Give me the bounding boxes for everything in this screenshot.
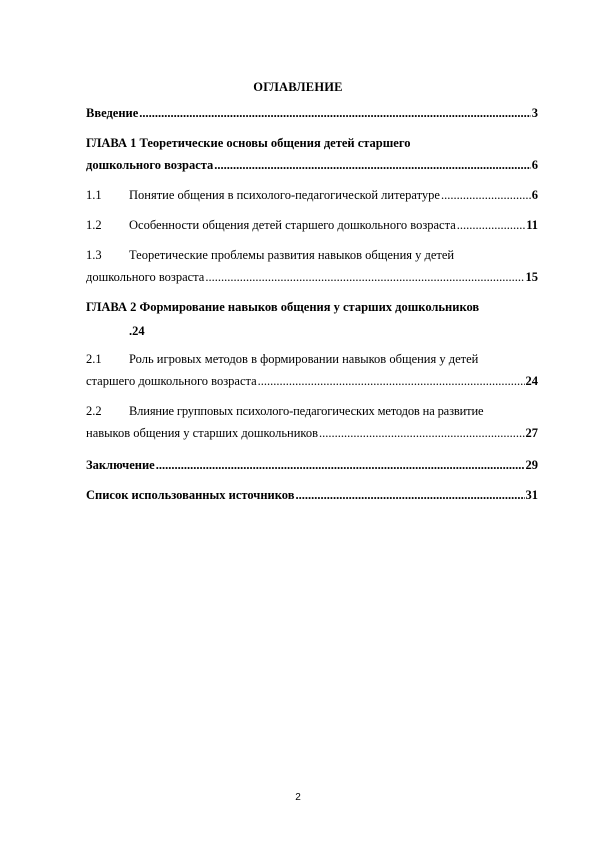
- toc-entry-title: ГЛАВА 1 Теоретические основы общения детей старшего: [86, 136, 411, 150]
- toc-entry-intro[interactable]: [86, 103, 538, 123]
- section-number: 2.2: [86, 404, 102, 418]
- section-number: 1.3: [86, 248, 102, 262]
- toc-entry-1-2[interactable]: [86, 215, 538, 235]
- toc-entry-chapter-2-line-1[interactable]: [86, 297, 538, 317]
- toc-entry-2-2-line-2[interactable]: [86, 423, 538, 443]
- toc-page-number: 29: [525, 458, 538, 472]
- section-number: 1.1: [86, 188, 102, 202]
- toc-entry-title: Особенности общения детей старшего дошкольного возраста: [129, 218, 456, 232]
- toc-entry-title: Роль игровых методов в формировании навыков общения у детей: [129, 352, 479, 366]
- toc-page-number: 11: [526, 218, 538, 232]
- toc-entry-title: Теоретические проблемы развития навыков общения у детей: [129, 248, 455, 262]
- toc-page-number: 27: [525, 426, 538, 440]
- table-of-contents: [86, 103, 538, 503]
- dot-leader: [214, 155, 530, 175]
- page-title: ОГЛАВЛЕНИЕ: [253, 80, 343, 94]
- toc-entry-title: Влияние групповых психолого-педагогических методов на развитие: [129, 404, 484, 418]
- toc-page-number: 6: [531, 158, 538, 172]
- toc-entry-title: Понятие общения в психолого-педагогической литературе: [129, 188, 440, 202]
- toc-entry-title-cont: старшего дошкольного возраста: [86, 374, 257, 388]
- section-number: 2.1: [86, 352, 102, 366]
- dot-leader: [139, 103, 530, 123]
- toc-page-number: 15: [525, 270, 538, 284]
- dot-leader: [319, 423, 525, 443]
- toc-page-number: 24: [525, 374, 538, 388]
- toc-entry-chapter-1-line-1[interactable]: [86, 133, 538, 153]
- toc-page-number: 3: [531, 106, 538, 120]
- toc-entry-chapter-1-line-2[interactable]: [86, 155, 538, 175]
- toc-entry-1-3-line-1[interactable]: [86, 245, 538, 265]
- toc-page-number: 6: [531, 188, 538, 202]
- toc-entry-1-1[interactable]: [86, 185, 538, 205]
- dot-leader: [156, 455, 525, 475]
- toc-entry-sources[interactable]: [86, 485, 538, 505]
- toc-entry-title: Заключение: [86, 458, 155, 472]
- toc-entry-chapter-2-page[interactable]: .24: [129, 324, 145, 338]
- dot-leader: [205, 267, 524, 287]
- toc-entry-title: Введение: [86, 106, 139, 120]
- toc-entry-conclusion[interactable]: [86, 455, 538, 475]
- toc-page-number: 31: [525, 488, 538, 502]
- toc-entry-2-1-line-1[interactable]: [86, 349, 538, 369]
- section-number: 1.2: [86, 218, 102, 232]
- dot-leader: [295, 485, 524, 505]
- dot-leader: [258, 371, 525, 391]
- page-number: 2: [295, 792, 301, 803]
- dot-leader: [441, 185, 531, 205]
- toc-entry-2-2-line-1[interactable]: [86, 401, 538, 421]
- toc-entry-title-cont: дошкольного возраста: [86, 158, 214, 172]
- dot-leader: [457, 215, 525, 235]
- toc-entry-2-1-line-2[interactable]: [86, 371, 538, 391]
- toc-entry-title: ГЛАВА 2 Формирование навыков общения у старших дошкольников: [86, 300, 480, 314]
- toc-entry-1-3-line-2[interactable]: [86, 267, 538, 287]
- toc-entry-title: Список использованных источников: [86, 488, 295, 502]
- toc-entry-title-cont: навыков общения у старших дошкольников: [86, 426, 318, 440]
- toc-entry-title-cont: дошкольного возраста: [86, 270, 205, 284]
